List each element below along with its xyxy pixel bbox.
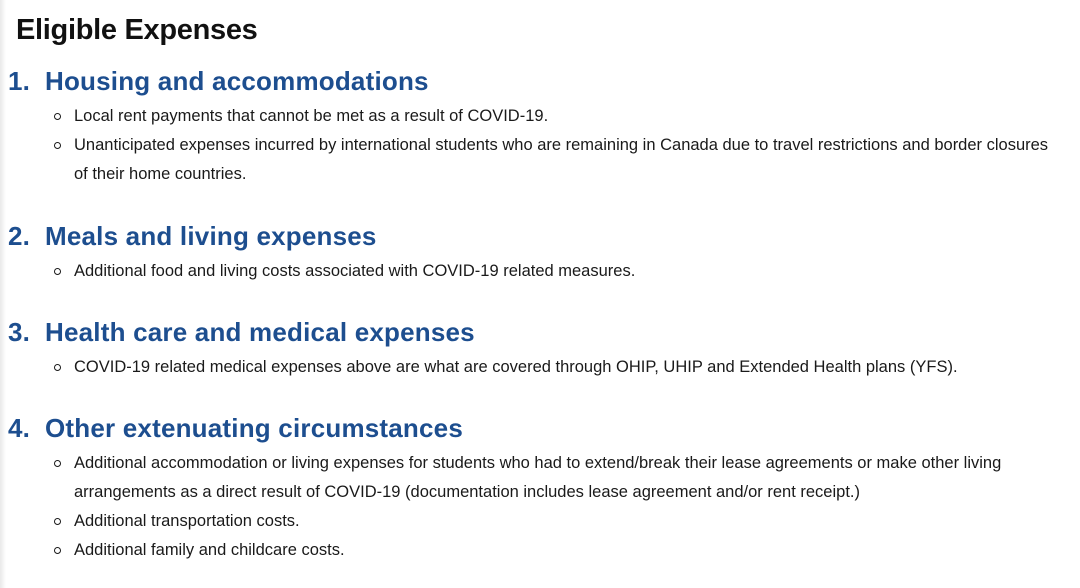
section-meals [0, 218, 1080, 286]
list-item [0, 353, 1080, 382]
list-item [0, 507, 1080, 536]
list-item-text: Unanticipated expenses incurred by international students who are remaining in Canada due to travel restrictions and border closures of their home countries. [74, 136, 1049, 183]
section-title: Housing and accommodations [45, 66, 429, 96]
section-number: 2. [8, 221, 31, 251]
list-item-text: COVID-19 related medical expenses above are what are covered through OHIP, UHIP and Extended Health plans (YFS). [74, 358, 958, 376]
list-item [0, 131, 1080, 189]
section-housing [0, 63, 1080, 189]
list-item [0, 257, 1080, 286]
list-item [0, 102, 1080, 131]
section-title: Meals and living expenses [45, 221, 377, 251]
section-heading [0, 63, 1080, 99]
section-heading [0, 410, 1080, 446]
list-item [0, 449, 1080, 507]
section-heading [0, 314, 1080, 350]
section-number: 4. [8, 413, 31, 443]
section-heading [0, 218, 1080, 254]
section-number: 1. [8, 66, 31, 96]
page-title: Eligible Expenses [16, 14, 258, 46]
section-title: Other extenuating circumstances [45, 413, 463, 443]
list-item-text: Additional food and living costs associated with COVID-19 related measures. [74, 262, 636, 280]
circle-bullet-icon [54, 547, 61, 554]
circle-bullet-icon [54, 142, 61, 149]
circle-bullet-icon [54, 113, 61, 120]
list-item-text: Additional accommodation or living expenses for students who had to extend/break their lease agreements or make other living arrangements as a direct result of COVID-19 (documentation includes lease agreement and/or rent receipt.) [74, 454, 1002, 501]
circle-bullet-icon [54, 518, 61, 525]
section-title: Health care and medical expenses [45, 317, 475, 347]
bullet-list [0, 353, 1080, 382]
section-number: 3. [8, 317, 31, 347]
circle-bullet-icon [54, 460, 61, 467]
circle-bullet-icon [54, 268, 61, 275]
list-item [0, 536, 1080, 565]
bullet-list [0, 449, 1080, 565]
bullet-list [0, 102, 1080, 189]
list-item-text: Local rent payments that cannot be met as a result of COVID-19. [74, 107, 549, 125]
section-other [0, 410, 1080, 565]
bullet-list [0, 257, 1080, 286]
section-health [0, 314, 1080, 382]
circle-bullet-icon [54, 364, 61, 371]
list-item-text: Additional family and childcare costs. [74, 541, 345, 559]
list-item-text: Additional transportation costs. [74, 512, 300, 530]
